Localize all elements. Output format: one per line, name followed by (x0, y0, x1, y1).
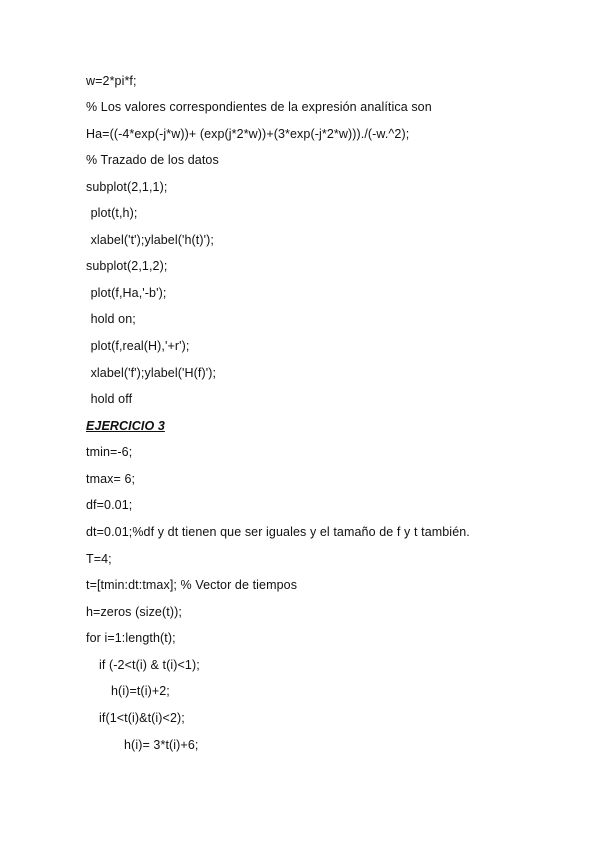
code-line: dt=0.01;%df y dt tienen que ser iguales y el tamaño de f y t también. (86, 525, 470, 539)
comment-line: % Trazado de los datos (86, 153, 219, 167)
code-line: Ha=((-4*exp(-j*w))+ (exp(j*2*w))+(3*exp(-j*2*w)))./(-w.^2); (86, 127, 410, 141)
code-line: hold off (87, 392, 133, 406)
code-line: h=zeros (size(t)); (86, 605, 182, 619)
code-line: plot(f,real(H),'+r'); (87, 339, 190, 353)
code-line: if (-2<t(i) & t(i)<1); (99, 658, 200, 672)
code-line: h(i)= 3*t(i)+6; (124, 738, 199, 752)
code-line: plot(t,h); (87, 206, 138, 220)
code-line: tmin=-6; (86, 445, 133, 459)
code-line: T=4; (86, 552, 112, 566)
code-line: hold on; (87, 312, 136, 326)
code-line: xlabel('f');ylabel('H(f)'); (87, 366, 217, 380)
code-line: w=2*pi*f; (86, 74, 137, 88)
code-line: for i=1:length(t); (86, 631, 176, 645)
code-line: xlabel('t');ylabel('h(t)'); (87, 233, 214, 247)
code-line: if(1<t(i)&t(i)<2); (99, 711, 185, 725)
code-line: subplot(2,1,2); (86, 259, 168, 273)
section-heading: EJERCICIO 3 (86, 419, 165, 433)
code-line: tmax= 6; (86, 472, 136, 486)
code-line: subplot(2,1,1); (86, 180, 168, 194)
code-line: h(i)=t(i)+2; (111, 684, 170, 698)
comment-line: % Los valores correspondientes de la expresión analítica son (86, 100, 432, 114)
code-line: t=[tmin:dt:tmax]; % Vector de tiempos (86, 578, 298, 592)
code-line: plot(f,Ha,'-b'); (87, 286, 167, 300)
code-line: df=0.01; (86, 498, 133, 512)
